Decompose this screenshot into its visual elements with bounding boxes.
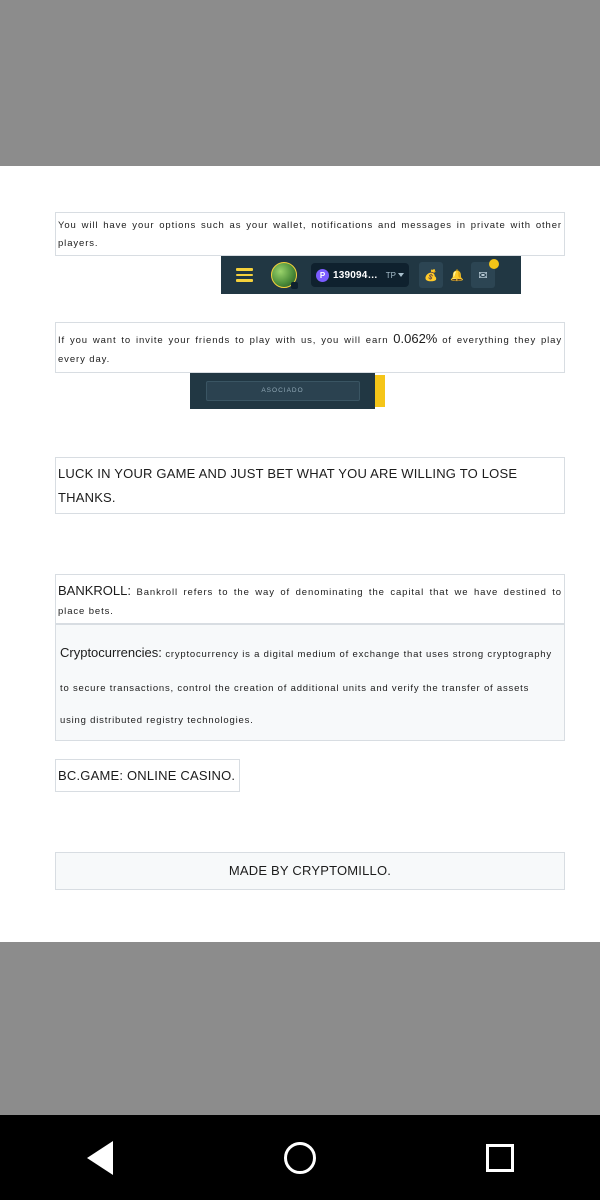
coin-icon: P <box>316 269 329 282</box>
currency-selector[interactable] <box>386 271 404 280</box>
paragraph-bankroll <box>55 574 565 625</box>
currency-label: TP <box>385 270 397 280</box>
invite-text-post: of everything they play every day. <box>58 335 562 366</box>
bell-icon[interactable]: 🔔 <box>450 269 464 282</box>
paragraph-bcgame: BC.GAME: ONLINE CASINO. <box>55 759 240 792</box>
embedded-topbar-screenshot <box>55 256 565 296</box>
notification-badge <box>489 259 499 269</box>
balance-amount: 139094… <box>333 269 378 281</box>
android-navigation-bar <box>0 1115 600 1200</box>
referral-rate: 0.062% <box>393 331 438 347</box>
topbar-icons <box>419 262 495 288</box>
avatar[interactable] <box>271 262 297 288</box>
home-button[interactable] <box>270 1128 330 1188</box>
paragraph-options: You will have your options such as your wallet, notifications and messages in private with other players. <box>55 212 565 256</box>
spacer <box>55 514 565 574</box>
crypto-line-1 <box>60 641 560 666</box>
crypto-line-3: using distributed registry technologies. <box>60 715 254 727</box>
spacer <box>55 741 565 759</box>
paragraph-luck: LUCK IN YOUR GAME AND JUST BET WHAT YOU ARE WILLING TO LOSE THANKS. <box>55 457 565 514</box>
affiliate-button[interactable]: ASOCIADO <box>206 381 360 401</box>
chevron-down-icon <box>398 273 404 277</box>
menu-icon[interactable] <box>231 262 257 288</box>
invite-text-pre: If you want to invite your friends to play with us, you will earn <box>58 335 394 347</box>
wallet-icon[interactable]: 💰 <box>419 262 443 288</box>
spacer <box>55 792 565 852</box>
made-by-footer: MADE BY CRYPTOMILLO. <box>55 852 565 890</box>
crypto-label: Cryptocurrencies: <box>60 645 162 661</box>
document-content <box>55 212 565 890</box>
wallet-balance[interactable] <box>311 263 409 287</box>
bankroll-text: Bankroll refers to the way of denominating the capital that we have destined to place bets. <box>58 586 562 617</box>
back-triangle-icon <box>87 1141 113 1175</box>
bankroll-label: BANKROLL: <box>58 582 131 598</box>
embedded-affiliate-screenshot <box>55 373 565 413</box>
mail-icon[interactable]: ✉ <box>471 262 495 288</box>
affiliate-banner <box>190 373 375 409</box>
back-button[interactable] <box>70 1128 130 1188</box>
affiliate-accent-bar <box>375 375 385 407</box>
spacer <box>55 296 565 322</box>
recents-square-icon <box>486 1144 514 1172</box>
home-circle-icon <box>284 1142 316 1174</box>
document-page <box>0 166 600 942</box>
spacer <box>55 413 565 457</box>
crypto-text-1: cryptocurrency is a digital medium of exchange that uses strong cryptography <box>161 649 552 661</box>
crypto-definition-box <box>55 624 565 741</box>
casino-topbar <box>221 256 521 294</box>
crypto-line-2: to secure transactions, control the creation of additional units and verify the transfer of assets <box>60 683 530 695</box>
paragraph-invite <box>55 322 565 373</box>
recents-button[interactable] <box>470 1128 530 1188</box>
